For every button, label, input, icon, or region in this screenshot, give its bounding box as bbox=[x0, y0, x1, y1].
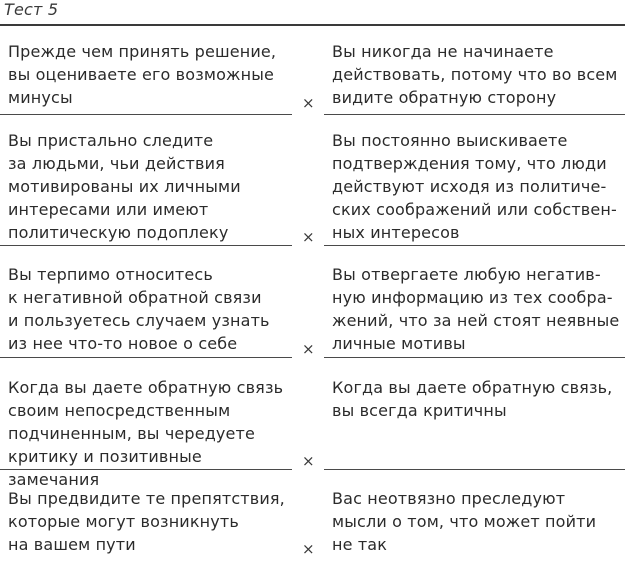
statement-right: Вы постоянно выискиваете подтверждения тому, что люди действуют исходя из политиче- ских соображений или собствен- ных интересов bbox=[332, 131, 617, 242]
left-divider bbox=[0, 245, 292, 246]
left-divider bbox=[0, 469, 292, 470]
left-divider bbox=[0, 114, 292, 115]
statement-right: Вас неотвязно преследуют мысли о том, что может пойти не так bbox=[332, 489, 597, 554]
statement-left: Вы пристально следите за людьми, чьи действия мотивированы их личными интересами или имеют политическую подоплеку bbox=[8, 131, 241, 242]
statement-pair-5 bbox=[0, 487, 625, 561]
left-divider bbox=[0, 357, 292, 358]
statement-left: Прежде чем принять решение, вы оцениваете его возможные минусы bbox=[8, 42, 277, 107]
versus-marker: × bbox=[302, 452, 315, 470]
statement-right: Вы никогда не начинаете действовать, потому что во всем видите обратную сторону bbox=[332, 42, 618, 107]
versus-marker: × bbox=[302, 94, 315, 112]
statement-right: Когда вы даете обратную связь, вы всегда критичны bbox=[332, 378, 613, 420]
right-divider bbox=[324, 469, 625, 470]
versus-marker: × bbox=[302, 340, 315, 358]
right-divider bbox=[324, 245, 625, 246]
title-divider bbox=[0, 24, 625, 26]
versus-marker: × bbox=[302, 228, 315, 246]
statement-left: Вы терпимо относитесь к негативной обратной связи и пользуетесь случаем узнать из нее что-то новое о себе bbox=[8, 265, 270, 353]
statement-right: Вы отвергаете любую негатив- ную информацию из тех сообра- жений, что за ней стоят неявные личные мотивы bbox=[332, 265, 620, 353]
statement-pair-2 bbox=[0, 129, 625, 249]
statement-pair-4 bbox=[0, 376, 625, 489]
statement-left: Вы предвидите те препятствия, которые могут возникнуть на вашем пути bbox=[8, 489, 285, 554]
statement-pair-1 bbox=[0, 40, 625, 118]
statement-left: Когда вы даете обратную связь своим непосредственным подчиненным, вы чередуете критику и позитивные замечания bbox=[8, 378, 284, 489]
versus-marker: × bbox=[302, 540, 315, 558]
right-divider bbox=[324, 357, 625, 358]
right-divider bbox=[324, 114, 625, 115]
statement-pair-3 bbox=[0, 263, 625, 361]
test-title: Тест 5 bbox=[4, 0, 59, 19]
